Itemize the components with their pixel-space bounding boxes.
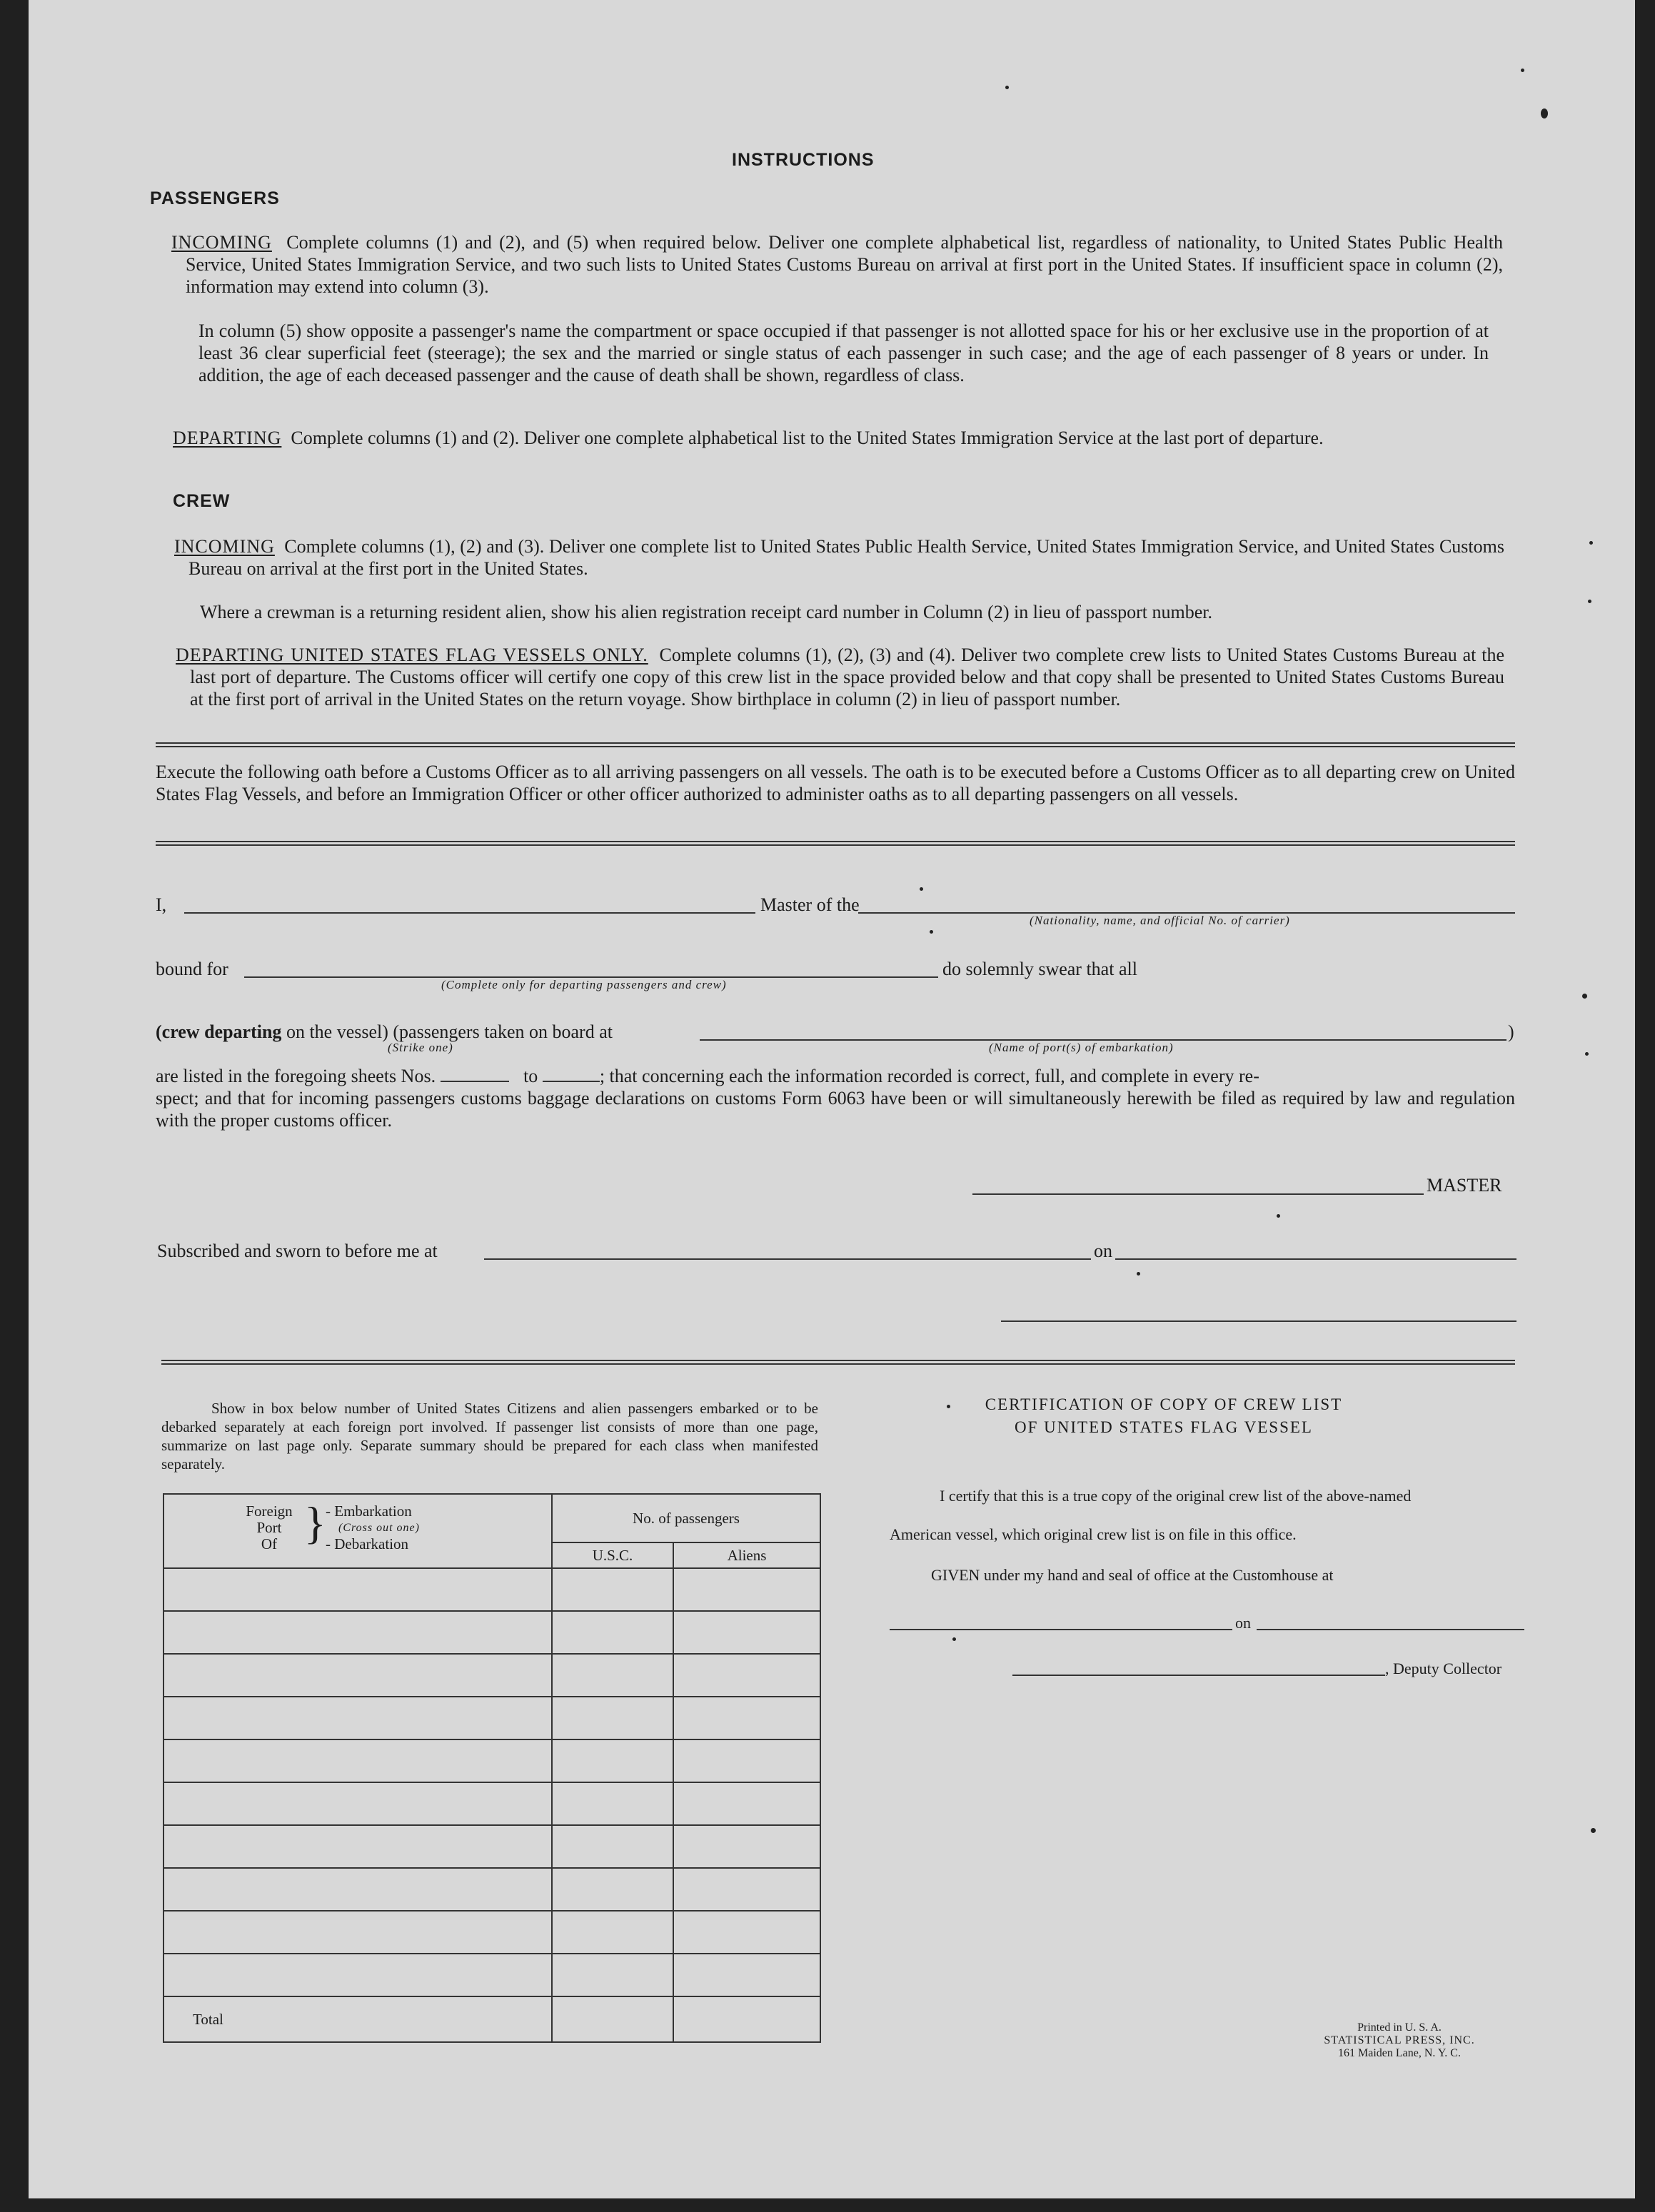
bound-for-label: bound for (156, 959, 228, 979)
passengers-departing-label: DEPARTING (173, 428, 282, 448)
summary-entry-row (164, 1825, 820, 1868)
summary-entry-row (164, 1611, 820, 1654)
total-aliens-cell[interactable] (673, 1996, 820, 2042)
port-cell[interactable] (164, 1739, 552, 1782)
listed-rest: spect; and that for incoming passengers customs baggage declarations on customs Form 6063 have been or will simultaneously herewith be filed as required by law and regulation with the proper customs officer. (156, 1088, 1515, 1131)
crew-departing-rest: on the vessel) (passengers taken on board at (286, 1021, 613, 1042)
crew-departing-bold: (crew departing (156, 1021, 282, 1042)
port-cell[interactable] (164, 1868, 552, 1911)
printer-imprint (1285, 2021, 1514, 2060)
passengers-departing-text: Complete columns (1) and (2). Deliver one complete alphabetical list to the United States Immigration Service at the last port of departure. (291, 428, 1324, 448)
port-cell[interactable] (164, 1954, 552, 1996)
crew-heading: CREW (173, 491, 231, 511)
form-back-page (29, 0, 1635, 2198)
port-label: Port (256, 1519, 282, 1536)
usc-cell[interactable] (552, 1825, 673, 1868)
port-cell[interactable] (164, 1697, 552, 1739)
brace: } (304, 1498, 326, 1548)
scan-speck (1541, 108, 1548, 118)
ports-caption: (Name of port(s) of embarkation) (989, 1041, 1174, 1054)
certification-text-line2: American vessel, which original crew list is on file in this office. (890, 1525, 1297, 1543)
total-label: Total (164, 1996, 552, 2042)
summary-header-row (164, 1494, 820, 1542)
scan-speck (1585, 1052, 1589, 1056)
crew-departing-paragraph (176, 644, 1504, 710)
usc-cell[interactable] (552, 1697, 673, 1739)
foreign-port-header (164, 1494, 552, 1568)
master-signature-line[interactable] (972, 1193, 1424, 1195)
listed-text-a: are listed in the foregoing sheets Nos. (156, 1066, 436, 1086)
summary-total-row (164, 1996, 820, 2042)
of-label: Of (261, 1535, 278, 1552)
summary-entry-row (164, 1954, 820, 1996)
subscribed-on-label: on (1094, 1241, 1112, 1261)
certification-date-line[interactable] (1257, 1629, 1524, 1630)
port-cell[interactable] (164, 1611, 552, 1654)
aliens-cell[interactable] (673, 1697, 820, 1739)
no-of-passengers-header: No. of passengers (552, 1494, 820, 1542)
passengers-departing-paragraph (173, 427, 1503, 449)
aliens-cell[interactable] (673, 1611, 820, 1654)
usc-header: U.S.C. (552, 1542, 673, 1568)
summary-entry-row (164, 1697, 820, 1739)
cross-out-caption: (Cross out one) (338, 1522, 420, 1534)
aliens-cell[interactable] (673, 1782, 820, 1825)
printer-line2: STATISTICAL PRESS, INC. (1324, 2034, 1475, 2046)
total-usc-cell[interactable] (552, 1996, 673, 2042)
aliens-cell[interactable] (673, 1654, 820, 1697)
port-cell[interactable] (164, 1654, 552, 1697)
swear-text: do solemnly swear that all (942, 959, 1137, 979)
section-divider-3 (161, 1360, 1515, 1365)
usc-cell[interactable] (552, 1911, 673, 1954)
deputy-collector-line[interactable] (1012, 1675, 1385, 1676)
passengers-heading: PASSENGERS (150, 188, 280, 208)
summary-intro: Show in box below number of United States Citizens and alien passengers embarked or to be debarked separately at each foreign port involved. If passenger list consists of more than one page, summarize on last page only. Separate summary should be prepared for each class when manifested separately. (161, 1400, 818, 1473)
master-of-the-label: Master of the (760, 894, 860, 915)
usc-cell[interactable] (552, 1568, 673, 1611)
usc-cell[interactable] (552, 1868, 673, 1911)
crew-incoming-text: Complete columns (1), (2) and (3). Deliver one complete list to United States Public Health Service, United States Immigration Service, and United States Customs Bureau on arrival at the first port in the United States. (188, 536, 1504, 579)
given-text: GIVEN under my hand and seal of office at the Customhouse at (931, 1566, 1334, 1584)
scan-speck (1137, 1272, 1140, 1276)
summary-entry-row (164, 1868, 820, 1911)
usc-cell[interactable] (552, 1739, 673, 1782)
scan-speck (1521, 69, 1524, 72)
scan-speck (1582, 994, 1587, 999)
listed-first-line (156, 1065, 1515, 1087)
usc-cell[interactable] (552, 1954, 673, 1996)
aliens-cell[interactable] (673, 1739, 820, 1782)
summary-entry-row (164, 1911, 820, 1954)
crew-returning-paragraph: Where a crewman is a returning resident alien, show his alien registration receipt card number in Column (2) in lieu of passport number. (200, 602, 1213, 622)
oath-intro: Execute the following oath before a Customs Officer as to all arriving passengers on all vessels. The oath is to be executed before a Customs Officer as to all departing crew on United States Flag Vessels, and before an Immigration Officer or other officer authorized to administer oaths as to all departing passengers on all vessels. (156, 762, 1515, 804)
aliens-cell[interactable] (673, 1954, 820, 1996)
summary-entry-row (164, 1654, 820, 1697)
i-label: I, (156, 894, 167, 915)
port-cell[interactable] (164, 1568, 552, 1611)
passengers-incoming-label: INCOMING (171, 232, 272, 253)
summary-entry-row (164, 1782, 820, 1825)
crew-departing-label: DEPARTING UNITED STATES FLAG VESSELS ONLY. (176, 645, 648, 665)
master-label: MASTER (1427, 1175, 1502, 1196)
port-cell[interactable] (164, 1911, 552, 1954)
scan-speck (1591, 1828, 1596, 1833)
summary-entry-row (164, 1739, 820, 1782)
scan-speck (1277, 1214, 1280, 1218)
bound-for-caption: (Complete only for departing passengers and crew) (441, 978, 727, 991)
officer-signature-line[interactable] (1001, 1320, 1516, 1322)
aliens-cell[interactable] (673, 1868, 820, 1911)
certification-title-line1: CERTIFICATION OF COPY OF CREW LIST (985, 1395, 1343, 1413)
sheets-from-line[interactable] (441, 1081, 509, 1082)
printer-line1: Printed in U. S. A. (1357, 2021, 1442, 2034)
scan-speck (947, 1405, 950, 1408)
aliens-header: Aliens (673, 1542, 820, 1568)
port-cell[interactable] (164, 1825, 552, 1868)
listed-to: to (523, 1066, 538, 1086)
subscribed-date-line[interactable] (1115, 1258, 1516, 1260)
summary-entry-row (164, 1568, 820, 1611)
aliens-cell[interactable] (673, 1825, 820, 1868)
strike-caption: (Strike one) (388, 1041, 453, 1054)
master-name-line[interactable] (184, 912, 755, 914)
scan-speck (920, 887, 923, 891)
certification-title (892, 1393, 1435, 1439)
instructions-title: INSTRUCTIONS (732, 150, 875, 170)
scan-speck (1589, 541, 1593, 545)
port-cell[interactable] (164, 1782, 552, 1825)
crew-incoming-label: INCOMING (174, 536, 275, 557)
close-paren: ) (1508, 1021, 1514, 1042)
subscribed-label: Subscribed and sworn to before me at (157, 1241, 438, 1261)
sheets-to-line[interactable] (543, 1081, 600, 1082)
aliens-cell[interactable] (673, 1911, 820, 1954)
aliens-cell[interactable] (673, 1568, 820, 1611)
certification-text-line1: I certify that this is a true copy of the original crew list of the above-named (940, 1487, 1412, 1505)
passengers-incoming-text: Complete columns (1) and (2), and (5) when required below. Deliver one complete alphabetical list, regardless of nationality, to United States Public Health Service, United States Immigration Service, and two such lists to United States Customs Bureau on arrival at first port in the United States. If insufficient space in column (2), information may extend into column (3). (186, 232, 1503, 297)
debarkation-label: - Debarkation (326, 1535, 409, 1552)
usc-cell[interactable] (552, 1654, 673, 1697)
foreign-label: Foreign (246, 1503, 293, 1520)
usc-cell[interactable] (552, 1782, 673, 1825)
customhouse-line[interactable] (890, 1629, 1232, 1630)
passengers-incoming-paragraph (171, 231, 1503, 298)
scan-speck (1005, 86, 1009, 89)
passengers-column5-paragraph: In column (5) show opposite a passenger's name the compartment or space occupied if that passenger is not allotted space for his or her exclusive use in the proportion of at least 36 clear superficial feet (steerage); the sex and the married or single status of each passenger in such case; and the age of each passenger of 8 years or under. In addition, the age of each deceased passenger and the cause of death shall be shown, regardless of class. (198, 320, 1489, 385)
printer-line3: 161 Maiden Lane, N. Y. C. (1338, 2047, 1461, 2059)
scan-speck (1588, 600, 1591, 603)
certification-title-line2: OF UNITED STATES FLAG VESSEL (1015, 1418, 1313, 1436)
crew-incoming-paragraph (174, 535, 1504, 580)
passenger-summary-table (163, 1493, 821, 2043)
crew-departing-text: Complete columns (1), (2), (3) and (4). Deliver two complete crew lists to United States Customs Bureau at the last port of departure. The Customs officer will certify one copy of this crew list in the space provided below and that copy shall be presented to United States Customs Bureau at the first port of arrival in the United States on the return voyage. Show birthplace in column (2) in lieu of passport number. (190, 645, 1504, 709)
subscribed-place-line[interactable] (484, 1258, 1091, 1260)
section-divider-1 (156, 742, 1515, 747)
usc-cell[interactable] (552, 1611, 673, 1654)
certification-on-label: on (1235, 1614, 1251, 1632)
scan-speck (952, 1637, 956, 1641)
crew-departing-line (156, 1021, 613, 1043)
carrier-caption: (Nationality, name, and official No. of carrier) (1030, 914, 1290, 927)
deputy-collector-label: , Deputy Collector (1385, 1660, 1502, 1677)
section-divider-2 (156, 841, 1515, 846)
embarkation-label: - Embarkation (326, 1503, 412, 1520)
listed-text-b: ; that concerning each the information recorded is correct, full, and complete in every re- (599, 1066, 1259, 1086)
scan-speck (930, 930, 933, 934)
